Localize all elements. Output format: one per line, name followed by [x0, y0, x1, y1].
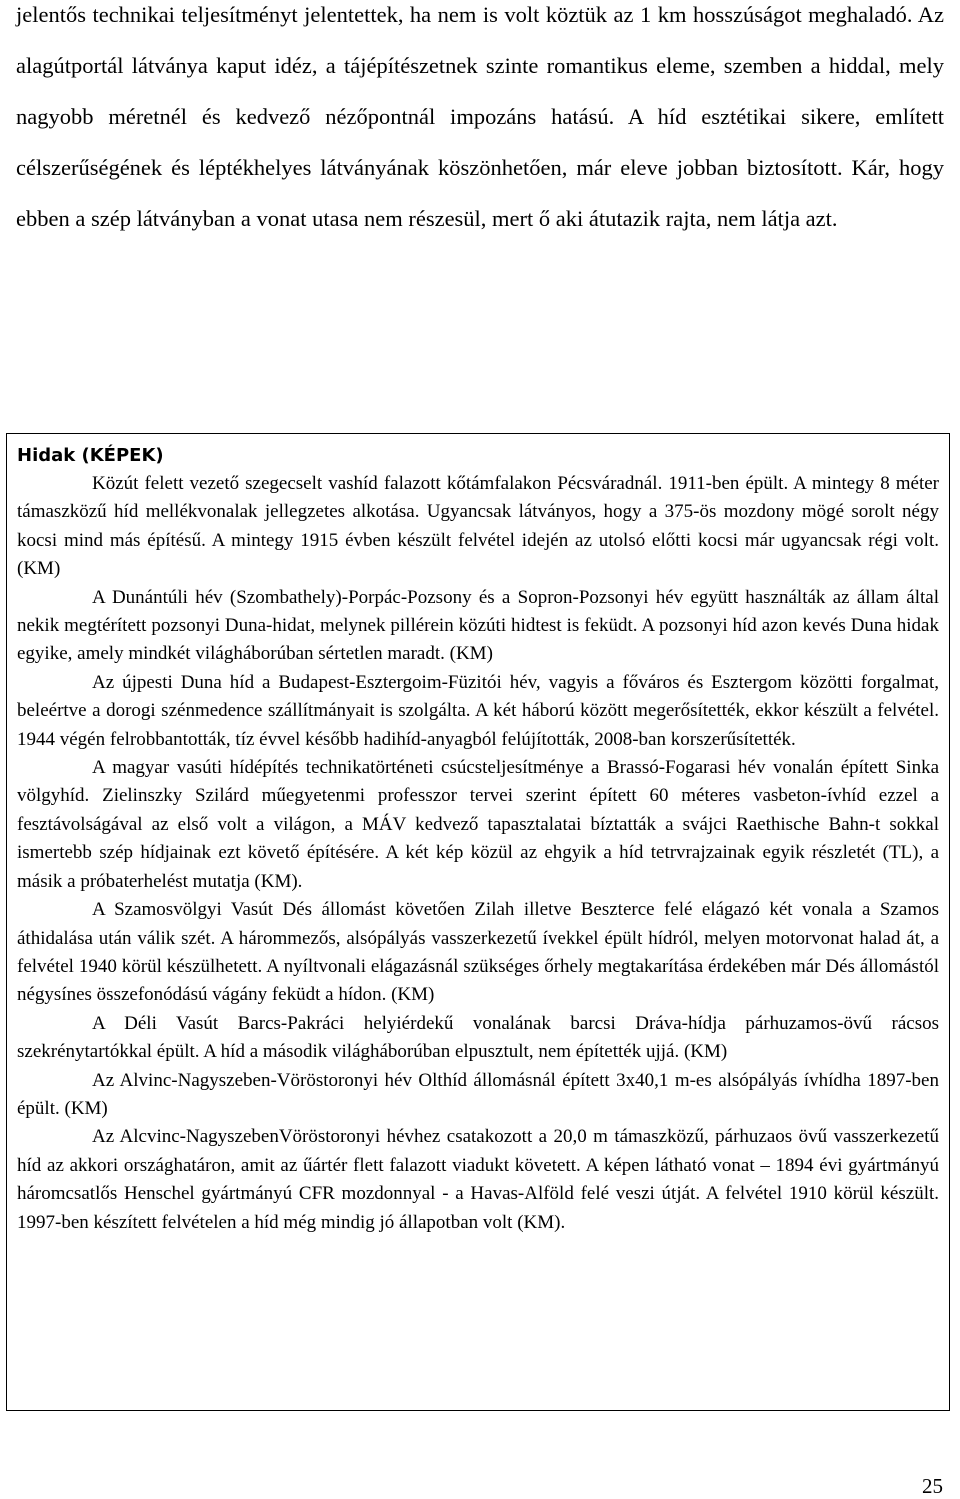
page-number: 25 [922, 1474, 943, 1498]
image-captions-box [6, 433, 950, 1411]
caption-pozsony: A Dunántúli hév (Szombathely)-Porpác-Pozsony és a Sopron-Pozsonyi hév együtt használták az állam által nekik megtérített pozsonyi Duna-hidat, melynek pillérein közúti hidtest is feküdt. A pozsonyi híd azon kevés Duna hidak egyike, amely mindkét világháborúban sértetlen maradt. (KM) [17, 586, 939, 665]
caption-ujpest: Az újpesti Duna híd a Budapest-Esztergoim-Füzitói hév, vagyis a főváros és Esztergom közötti forgalmat, beleértve a dorogi szénmedence szállítmányait is szolgálta. A két háború között megerősítették, ekkor készült a felvétel. 1944 végén felrobbantották, tíz évvel később hadihíd-anyagból felújították, 2008-ban korszerűsítették. [17, 671, 939, 750]
caption-viadukt: Az Alcvinc-NagyszebenVöröstoronyi hévhez csatakozott a 20,0 m támaszközű, párhuzaos övű vasszerkezetű híd az akkori országhatáron, amit az űártér flett falazott viadukt követett. A képen látható vonat – 1894 évi gyártmányú háromcsatlős Henschel gyártmányú CFR mozdonnyal - a Havas-Alföld felé veszi útját. A felvétel 1910 körül készült. 1997-ben készített felvételen a híd még mindig jó állapotban volt (KM). [17, 1126, 939, 1233]
caption-barcs: A Déli Vasút Barcs-Pakráci helyiérdekű vonalának barcsi Dráva-hídja párhuzamos-övű rácsos szekrénytartókkal épült. A híd a második világháborúban elpusztult, nem építették ujjá. (KM) [17, 1012, 939, 1063]
caption-szamosvolgyi: A Szamosvölgyi Vasút Dés állomást követően Zilah illetve Beszterce felé elágazó két vonala a Szamos áthidalása után válik szét. A hárommezős, alsópályás vasszerkezetű ívekkel épült hídról, melyen motorvonat halad át, a felvétel 1940 körül készülhetett. A nyíltvonali elágazásnál szükséges őrhely megtakarítása érdekében már Dés állomástól négysínes összefonódású vágány feküdt a hídon. (KM) [17, 899, 939, 1006]
captions-heading: Hidak (KÉPEK) [17, 445, 164, 466]
caption-pecsvarad: Közút felett vezető szegecselt vashíd falazott kőtámfalakon Pécsváradnál. 1911-ben épült. A mintegy 8 méter támaszközű híd mellékvonalak jellegzetes alkotása. Ugyancsak látványos, hogy a 375-ös mozdony mögé sorolt négy kocsi mind más építésű. A mintegy 1915 évben készült felvétel idején az utolsó előtti kocsi már ugyancsak régi volt. (KM) [17, 473, 939, 580]
caption-sinka: A magyar vasúti hídépítés technikatörténeti csúcsteljesítménye a Brassó-Fogarasi hév vonalán épített Sinka völgyhíd. Zielinszky Szilárd műegyetenmi professzor tervei szerint épített 60 méteres vasbeton-ívhíd ezzel a fesztávolságával az első volt a világon, a MÁV kedvező tapasztalatai bíztatták a svájci Raethische Bahn-t sokkal ismertebb szép hídjainak ezt követő építésére. A két kép közül az ehgyik a híd tetrvrajzainak egyik részletét (TL), a másik a próbaterhelést mutatja (KM). [17, 757, 939, 892]
body-paragraph: jelentős technikai teljesítményt jelentettek, ha nem is volt köztük az 1 km hosszúságot meghaladó. Az alagútportál látványa kaput idéz, a tájépítészetnek szinte romantikus eleme, szemben a hiddal, mely nagyobb méretnél és kedvező nézőpontnál impozáns hatású. A híd esztétikai sikere, említett célszerűségének és léptékhelyes látványának köszönhetően, már eleve jobban biztosított. Kár, hogy ebben a szép látványban a vonat utasa nem részesül, mert ő aki átutazik rajta, nem látja azt. [16, 2, 944, 231]
caption-olthid: Az Alvinc-Nagyszeben-Vöröstoronyi hév Olthíd állomásnál épített 3x40,1 m-es alsópályás ívhídha 1897-ben épült. (KM) [17, 1069, 939, 1119]
